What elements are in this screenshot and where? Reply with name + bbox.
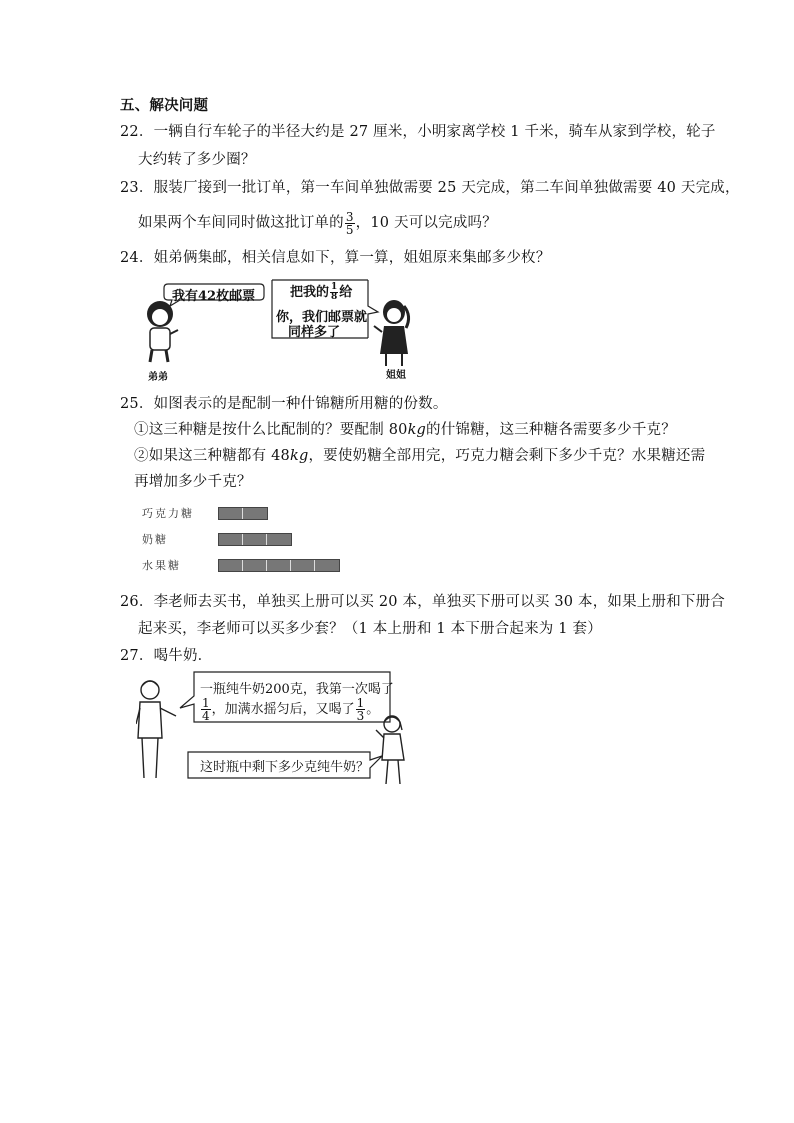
bar-unit xyxy=(267,560,291,571)
question-27-text: 喝牛奶． xyxy=(153,648,213,664)
question-27-number: 27． xyxy=(120,648,154,664)
question-22-line2: 大约转了多少圈？ xyxy=(138,152,256,168)
section-title: 五、解决问题 xyxy=(120,97,209,114)
bar-2 xyxy=(218,559,340,572)
man-bubble-line2: $\frac{1}{4}$ ，加满水摇匀后，又喝了 $\frac{1}{3}$ 。 xyxy=(202,696,380,723)
question-25-sub1: ①这三种糖是按什么比配制的？要配制 80kg的什锦糖，这三种糖各需要多少千克？ xyxy=(134,422,676,438)
question-26-text: 李老师去买书，单独买上册可以买 20 本，单独买下册可以买 30 本，如果上册和下册合 xyxy=(153,594,725,610)
woman-figure xyxy=(376,716,404,784)
question-26-number: 26． xyxy=(120,594,154,610)
girl-label: 姐姐 xyxy=(386,370,406,381)
candy-ratio-chart xyxy=(140,505,360,585)
girl-bubble-line2: 你，我们邮票就 xyxy=(276,310,368,325)
man-bubble-line1: 一瓶纯牛奶200克，我第一次喝了 xyxy=(200,682,394,697)
fraction-one-eighth: $\frac{1}{8}$ xyxy=(331,282,338,302)
bar-unit xyxy=(315,560,339,571)
question-23-text: 服装厂接到一批订单，第一车间单独做需要 25 天完成，第二车间单独做需要 40 天完成， xyxy=(153,180,740,196)
bar-unit xyxy=(219,560,243,571)
question-23-number: 23． xyxy=(120,180,154,196)
bar-unit xyxy=(267,534,291,545)
question-26-line1 xyxy=(120,592,725,612)
fraction-three-fifths: $\frac{3}{5}$ xyxy=(345,209,354,237)
girl-bubble-line3: 同样多了 xyxy=(288,325,341,340)
question-24-text: 姐弟俩集邮，相关信息如下，算一算，姐姐原来集邮多少枚？ xyxy=(153,250,551,266)
boy-label: 弟弟 xyxy=(148,372,168,383)
fraction-one-quarter: $\frac{1}{4}$ xyxy=(202,696,210,723)
bar-1 xyxy=(218,533,292,546)
question-22-text: 一辆自行车轮子的半径大约是 27 厘米，小明家离学校 1 千米，骑车从家到学校，轮子 xyxy=(153,124,716,140)
question-26-line2: 起来买，李老师可以买多少套？（1 本上册和 1 本下册合起来为 1 套） xyxy=(138,621,602,637)
question-23-line1 xyxy=(120,178,740,198)
question-25-sub2: ②如果这三种糖都有 48kg，要使奶糖全部用完，巧克力糖会剩下多少千克？水果糖还需 xyxy=(134,448,706,464)
bar-unit xyxy=(243,534,267,545)
bar-label-0: 巧克力糖 xyxy=(142,507,194,520)
bar-unit xyxy=(291,560,315,571)
girl-bubble-line1: 把我的 $\frac{1}{8}$ 给 xyxy=(290,282,353,302)
question-25-line xyxy=(120,394,448,414)
question-27-line xyxy=(120,646,212,666)
boy-bubble-text: 我有42枚邮票 xyxy=(172,289,256,304)
boy-figure xyxy=(147,301,178,362)
question-23-line2: 如果两个车间同时做这批订单的 $\frac{3}{5}$ ，10 天可以完成吗？ xyxy=(138,209,497,237)
question-25-number: 25． xyxy=(120,396,154,412)
woman-bubble-text: 这时瓶中剩下多少克纯牛奶？ xyxy=(200,760,370,775)
bar-unit xyxy=(219,508,243,519)
bar-0 xyxy=(218,507,268,520)
question-24-number: 24． xyxy=(120,250,154,266)
man-figure xyxy=(136,681,176,778)
question-24-line xyxy=(120,248,550,268)
bar-label-2: 水果糖 xyxy=(142,559,181,572)
question-22-number: 22． xyxy=(120,124,154,140)
bar-unit xyxy=(219,534,243,545)
bar-unit xyxy=(243,508,267,519)
fraction-one-third: $\frac{1}{3}$ xyxy=(356,696,365,723)
question-22-line1 xyxy=(120,122,716,142)
girl-figure xyxy=(374,300,409,366)
bar-label-1: 奶糖 xyxy=(142,533,168,546)
question-25-text: 如图表示的是配制一种什锦糖所用糖的份数。 xyxy=(153,396,448,412)
question-25-sub2-line2: 再增加多少千克？ xyxy=(134,474,252,490)
bar-unit xyxy=(243,560,267,571)
